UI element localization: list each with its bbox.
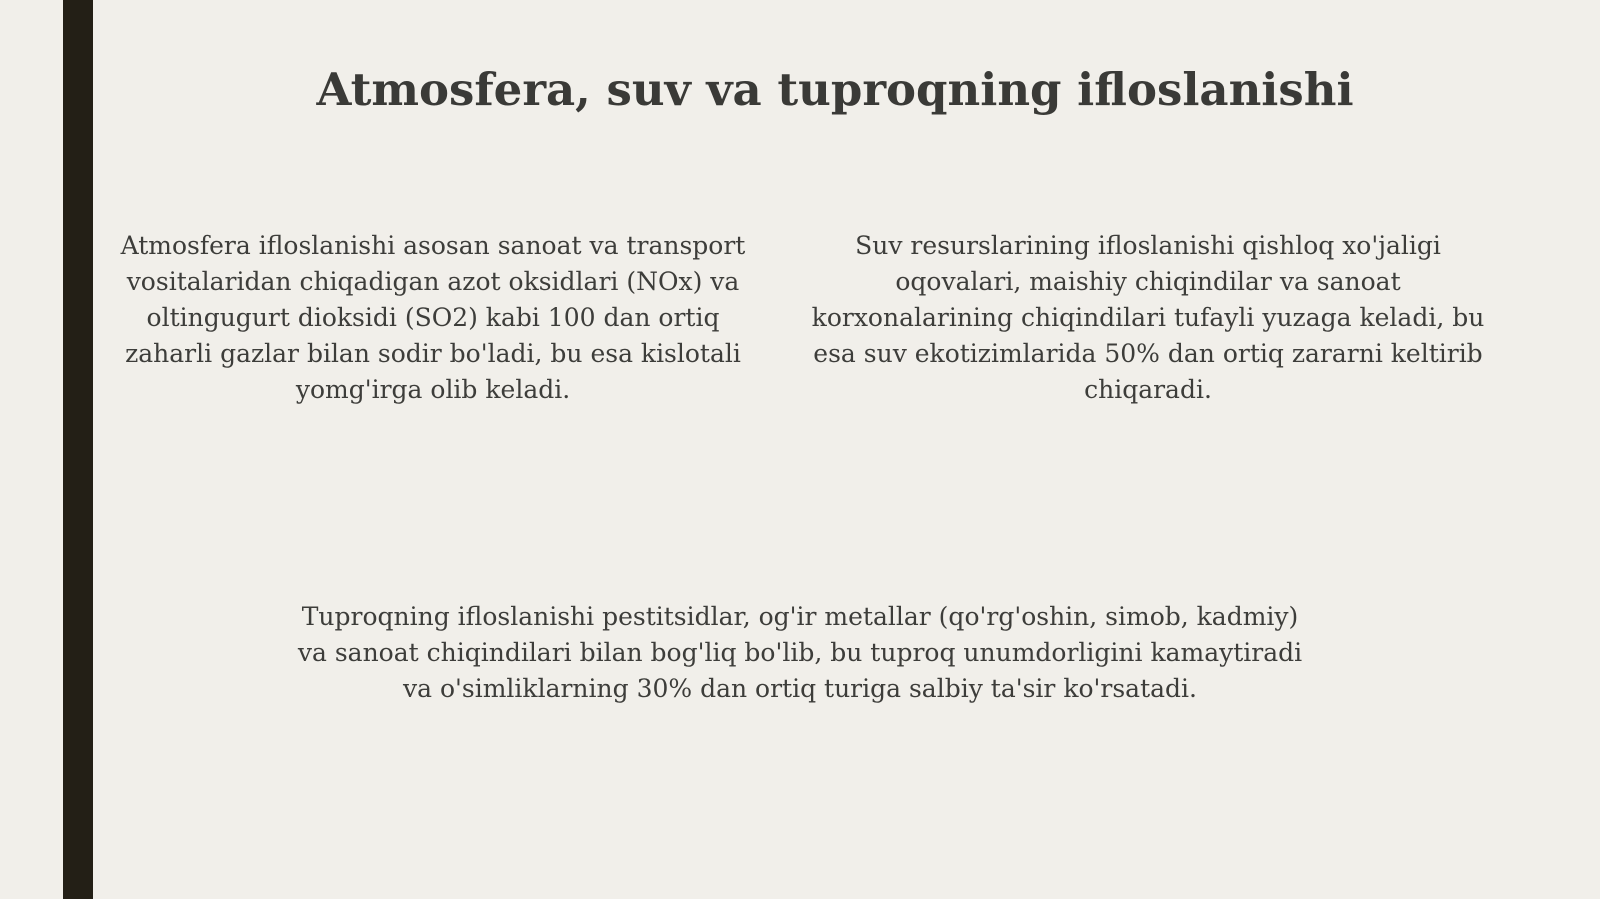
- water-pollution-text: Suv resurslarining ifloslanishi qishloq xo'jaligi oqovalari, maishiy chiqindilar va sanoat korxonalarining chiqindilari tufayli yuzaga keladi, bu esa suv ekotizimlarida 50% dan ortiq zararni keltirib chiqaradi.: [811, 231, 1485, 404]
- soil-pollution-text: Tuproqning ifloslanishi pestitsidlar, og'ir metallar (qo'rg'oshin, simob, kadmiy) va sanoat chiqindilari bilan bog'liq bo'lib, bu tuproq unumdorligini kamaytiradi va o'simliklarning 30% dan ortiq turiga salbiy ta'sir ko'rsatadi.: [297, 602, 1303, 703]
- slide-title: Atmosfera, suv va tuproqning ifloslanishi: [316, 63, 1354, 116]
- atmosphere-pollution-text: Atmosfera ifloslanishi asosan sanoat va transport vositalaridan chiqadigan azot oksidlari (NOx) va oltingugurt dioksidi (SO2) kabi 100 dan ortiq zaharli gazlar bilan sodir bo'ladi, bu esa kislotali yomg'irga olib keladi.: [120, 231, 746, 404]
- accent-bar: [63, 0, 93, 899]
